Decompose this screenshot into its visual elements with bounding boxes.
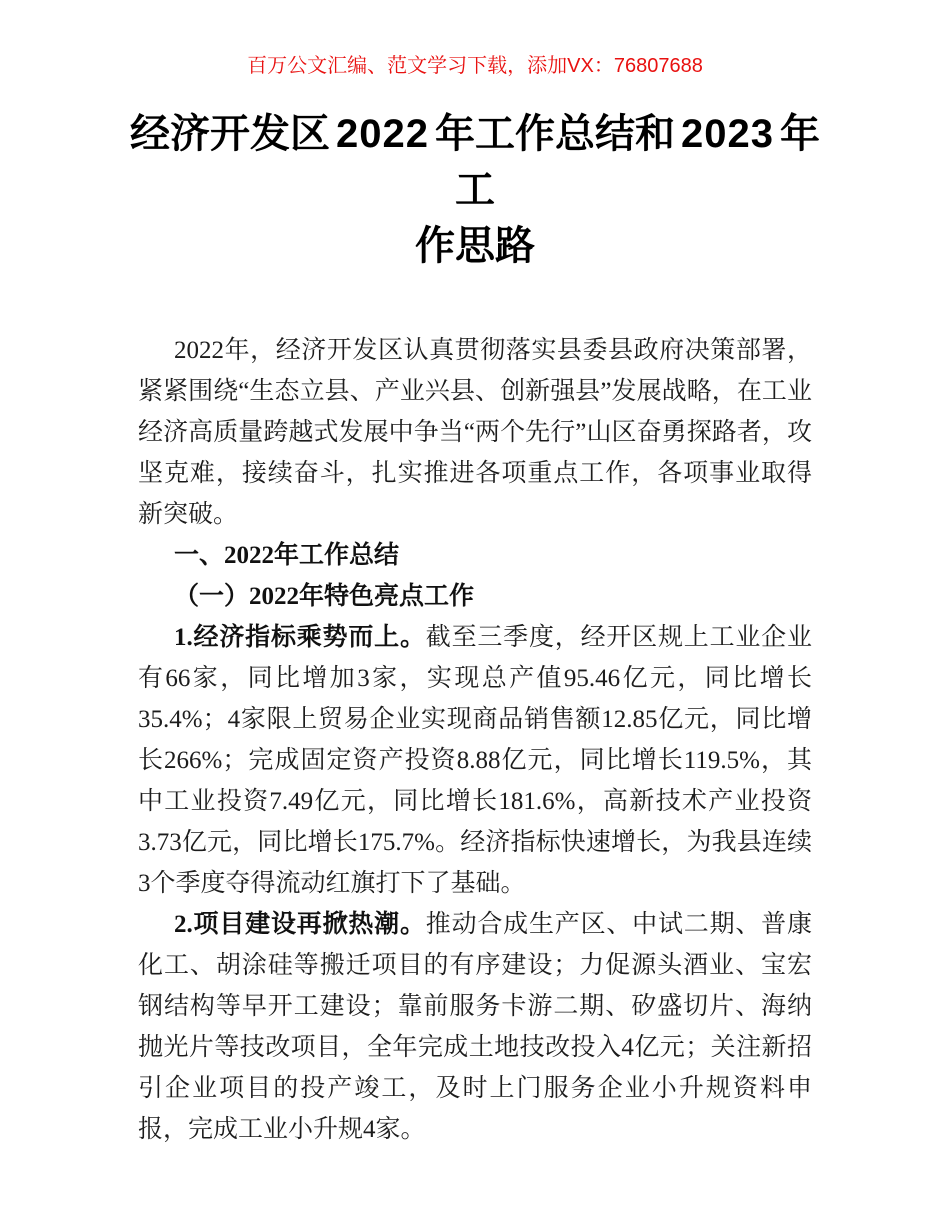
document-body [138, 330, 812, 1150]
title-line-2 [125, 218, 825, 274]
title-text-segment: 经济开发区 [130, 111, 331, 156]
title-text-segment: 作思路 [415, 223, 535, 268]
title-year-2023: 2023 [681, 112, 774, 156]
section-heading-2022-summary: 一、2022年工作总结 [174, 542, 400, 569]
item-paragraph-1 [138, 617, 812, 904]
watermark-banner: 百万公文汇编、范文学习下载，添加VX：76807688 [247, 55, 703, 77]
title-year-2022: 2022 [336, 112, 429, 156]
item-2-lead: 2.项目建设再掀热潮。 [174, 911, 426, 938]
item-2-text: 推动合成生产区、中试二期、普康化工、胡涂硅等搬迁项目的有序建设；力促源头酒业、宝宏钢结构等早开工建设；靠前服务卡游二期、矽盛切片、海纳抛光片等技改项目，全年完成土地技改投入4亿元；关注新招引企业项目的投产竣工，及时上门服务企业小升规资料申报，完成工业小升规4家。 [138, 911, 812, 1143]
item-1-text: 截至三季度，经开区规上工业企业有66家，同比增加3家，实现总产值95.46亿元，同比增长35.4%；4家限上贸易企业实现商品销售额12.85亿元，同比增长266%；完成固定资产投资8.88亿元，同比增长119.5%，其中工业投资7.49亿元，同比增长181.6%，高新技术产业投资3.73亿元，同比增长175.7%。经济指标快速增长，为我县连续3个季度夺得流动红旗打下了基础。 [138, 624, 812, 897]
subsection-heading-highlight-work: （一）2022年特色亮点工作 [174, 583, 475, 610]
title-line-1 [125, 106, 825, 218]
document-title [125, 106, 825, 274]
intro-paragraph: 2022年，经济开发区认真贯彻落实县委县政府决策部署，紧紧围绕“生态立县、产业兴县、创新强县”发展战略，在工业经济高质量跨越式发展中争当“两个先行”山区奋勇探路者，攻坚克难，接续奋斗，扎实推进各项重点工作，各项事业取得新突破。 [138, 337, 812, 528]
item-1-lead: 1.经济指标乘势而上。 [174, 624, 426, 651]
title-text-segment: 年工 [455, 111, 820, 212]
item-paragraph-2 [138, 904, 812, 1150]
title-text-segment: 年工作总结和 [435, 111, 675, 156]
